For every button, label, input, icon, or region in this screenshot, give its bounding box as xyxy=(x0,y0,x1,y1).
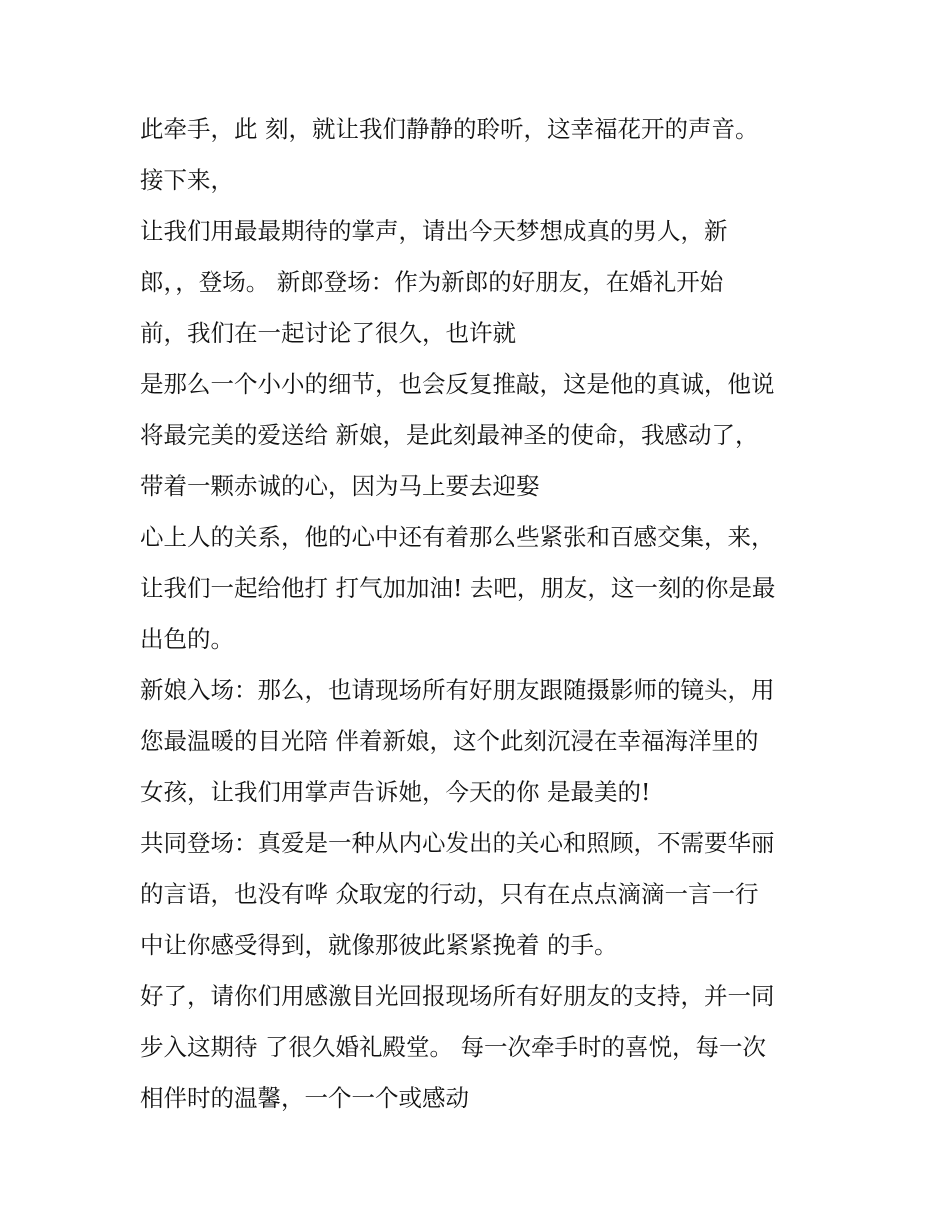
text-line: 前，我们在一起讨论了很久，也许就 xyxy=(140,319,516,347)
text-line: 中让你感受得到，就像那彼此紧紧挽着 的手。 xyxy=(140,931,618,959)
text-line: 将最完美的爱送给 新娘，是此刻最神圣的使命，我感动了， xyxy=(140,421,759,449)
text-line: 好了，请你们用感激目光回报现场所有好朋友的支持，并一同 xyxy=(140,982,775,1010)
text-line: 郎，，登场。 新郎登场：作为新郎的好朋友，在婚礼开始 xyxy=(140,268,724,296)
text-line: 让我们一起给他打 打气加加油! 去吧，朋友，这一刻的你是最 xyxy=(140,574,776,602)
text-line: 接下来， xyxy=(140,166,234,194)
text-line: 您最温暖的目光陪 伴着新娘，这个此刻沉浸在幸福海洋里的 xyxy=(140,727,759,755)
text-line: 让我们用最最期待的掌声，请出今天梦想成真的男人，新 xyxy=(140,217,728,245)
text-line: 出色的。 xyxy=(140,625,234,653)
text-line: 共同登场：真爱是一种从内心发出的关心和照顾，不需要华丽 xyxy=(140,829,775,857)
text-line: 带着一颗赤诚的心，因为马上要去迎娶 xyxy=(140,472,540,500)
text-line: 的言语，也没有哗 众取宠的行动，只有在点点滴滴一言一行 xyxy=(140,880,759,908)
text-line: 步入这期待 了很久婚礼殿堂。 每一次牵手时的喜悦，每一次 xyxy=(140,1033,766,1061)
text-line: 相伴时的温馨，一个一个或感动 xyxy=(140,1084,469,1112)
text-line: 是那么一个小小的细节，也会反复推敲，这是他的真诚，他说 xyxy=(140,370,775,398)
text-line: 心上人的关系，他的心中还有着那么些紧张和百感交集，来， xyxy=(140,523,775,551)
text-line: 新娘入场：那么，也请现场所有好朋友跟随摄影师的镜头，用 xyxy=(140,676,775,704)
text-line: 此牵手，此 刻，就让我们静静的聆听，这幸福花开的声音。 xyxy=(140,115,759,143)
text-line: 女孩，让我们用掌声告诉她，今天的你 是最美的! xyxy=(140,778,651,806)
document-body xyxy=(140,104,830,1124)
